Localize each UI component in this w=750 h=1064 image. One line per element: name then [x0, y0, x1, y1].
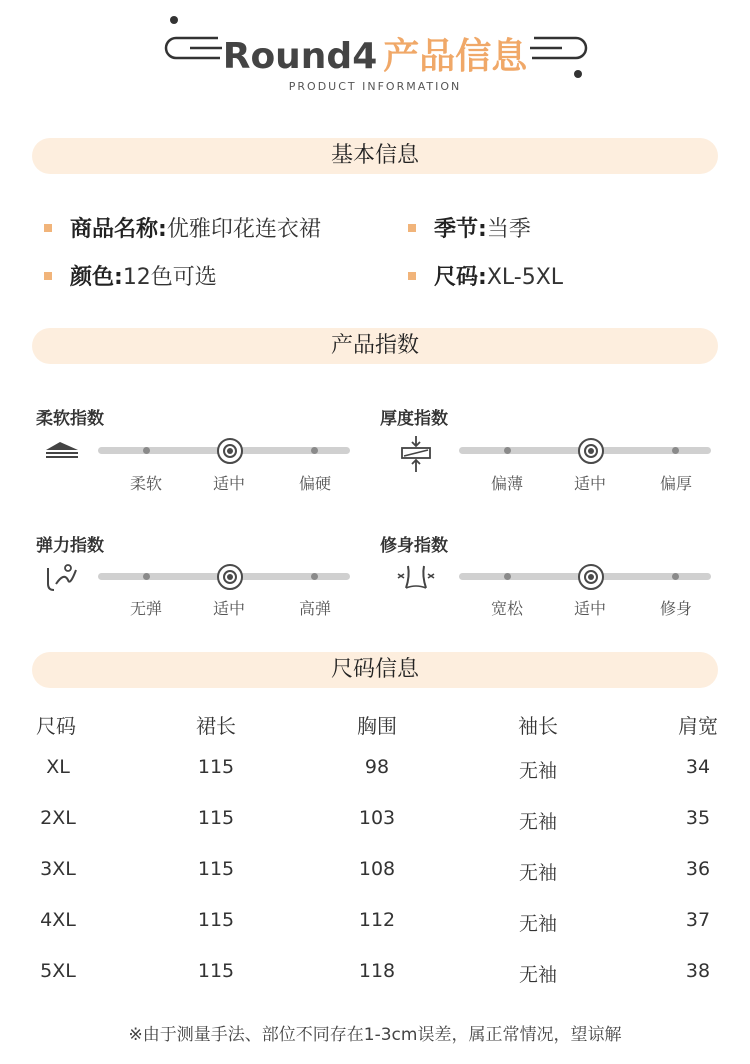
- measurement-note: ※由于测量手法、部位不同存在1-3cm误差，属正常情况，望谅解: [128, 1025, 622, 1045]
- table-row: [0, 756, 750, 786]
- page-title: [0, 28, 750, 79]
- title-cn: 产品信息: [383, 36, 528, 77]
- section-index-header: 产品指数: [32, 328, 718, 364]
- table-row: [0, 807, 750, 837]
- table-cell: 103: [358, 807, 396, 829]
- slider-label: 适中: [212, 599, 245, 618]
- slider-selected-marker: [578, 564, 604, 590]
- info-key: 季节:: [434, 217, 487, 242]
- slider-label: 偏硬: [298, 474, 331, 493]
- table-cell: 5XL: [40, 960, 76, 982]
- table-cell: 115: [197, 807, 235, 829]
- table-cell: 无袖: [518, 811, 557, 833]
- elastic-icon: [42, 562, 82, 592]
- slider-label: 柔软: [129, 474, 162, 493]
- info-value: 12色可选: [122, 265, 217, 290]
- info-value: 优雅印花连衣裙: [166, 217, 321, 242]
- slider-label: 适中: [573, 599, 606, 618]
- slider-label: 宽松: [490, 599, 523, 618]
- info-value: 当季: [486, 217, 531, 242]
- table-cell: 36: [685, 858, 711, 880]
- table-cell: 34: [685, 756, 711, 778]
- slider-label: 适中: [212, 474, 245, 493]
- slider-dot: [143, 447, 150, 454]
- right-decoration-icon: [524, 24, 594, 84]
- table-cell: XL: [46, 756, 70, 778]
- index-title: 柔软指数: [36, 409, 104, 429]
- slider-dot: [311, 447, 318, 454]
- info-value: XL-5XL: [486, 265, 564, 290]
- bullet-icon: [44, 224, 52, 232]
- info-key: 颜色:: [70, 265, 123, 290]
- slider-dot: [504, 573, 511, 580]
- thickness-icon: [398, 434, 434, 474]
- bullet-icon: [44, 272, 52, 280]
- table-cell: 118: [358, 960, 396, 982]
- table-cell: 115: [197, 960, 235, 982]
- table-cell: 115: [197, 909, 235, 931]
- table-cell: 无袖: [518, 964, 557, 986]
- info-key: 尺码:: [434, 265, 487, 290]
- title-en: Round4: [222, 36, 378, 77]
- bullet-icon: [408, 272, 416, 280]
- info-season: [408, 212, 531, 243]
- slider-selected-marker: [578, 438, 604, 464]
- index-title: 厚度指数: [380, 409, 448, 429]
- slider-selected-marker: [217, 438, 243, 464]
- slider-label: 无弹: [129, 599, 162, 618]
- table-header-cell: 肩宽: [678, 714, 718, 738]
- table-cell: 38: [685, 960, 711, 982]
- slider-selected-marker: [217, 564, 243, 590]
- slider-dot: [504, 447, 511, 454]
- slider-dot: [311, 573, 318, 580]
- slider-dot: [672, 447, 679, 454]
- slider-label: 偏薄: [490, 474, 523, 493]
- table-header-cell: 袖长: [518, 714, 558, 738]
- section-basic-info-header: 基本信息: [32, 138, 718, 174]
- table-cell: 35: [685, 807, 711, 829]
- table-header-row: [0, 710, 750, 740]
- soft-icon: [42, 438, 82, 462]
- table-cell: 无袖: [518, 862, 557, 884]
- table-header-cell: 裙长: [196, 714, 236, 738]
- table-row: [0, 909, 750, 939]
- slider-dot: [672, 573, 679, 580]
- table-cell: 112: [358, 909, 396, 931]
- slider-label: 修身: [659, 599, 692, 618]
- table-header-cell: 胸围: [357, 714, 397, 738]
- table-cell: 98: [364, 756, 390, 778]
- slider-label: 高弹: [298, 599, 331, 618]
- info-color: [44, 260, 217, 291]
- table-cell: 无袖: [518, 760, 557, 782]
- table-cell: 115: [197, 858, 235, 880]
- table-cell: 108: [358, 858, 396, 880]
- slider-label: 适中: [573, 474, 606, 493]
- page-subtitle: PRODUCT INFORMATION: [288, 80, 462, 93]
- info-size: [408, 260, 563, 291]
- table-cell: 37: [685, 909, 711, 931]
- info-key: 商品名称:: [70, 217, 167, 242]
- section-size-header: 尺码信息: [32, 652, 718, 688]
- table-cell: 2XL: [40, 807, 76, 829]
- bullet-icon: [408, 224, 416, 232]
- slider-label: 偏厚: [659, 474, 692, 493]
- table-cell: 无袖: [518, 913, 557, 935]
- table-cell: 115: [197, 756, 235, 778]
- table-row: [0, 960, 750, 990]
- info-product-name: [44, 212, 321, 243]
- index-title: 弹力指数: [36, 536, 104, 556]
- table-row: [0, 858, 750, 888]
- fit-icon: [396, 562, 436, 592]
- table-header-cell: 尺码: [36, 714, 76, 738]
- slider-dot: [143, 573, 150, 580]
- table-cell: 4XL: [40, 909, 76, 931]
- index-title: 修身指数: [380, 536, 448, 556]
- table-cell: 3XL: [40, 858, 76, 880]
